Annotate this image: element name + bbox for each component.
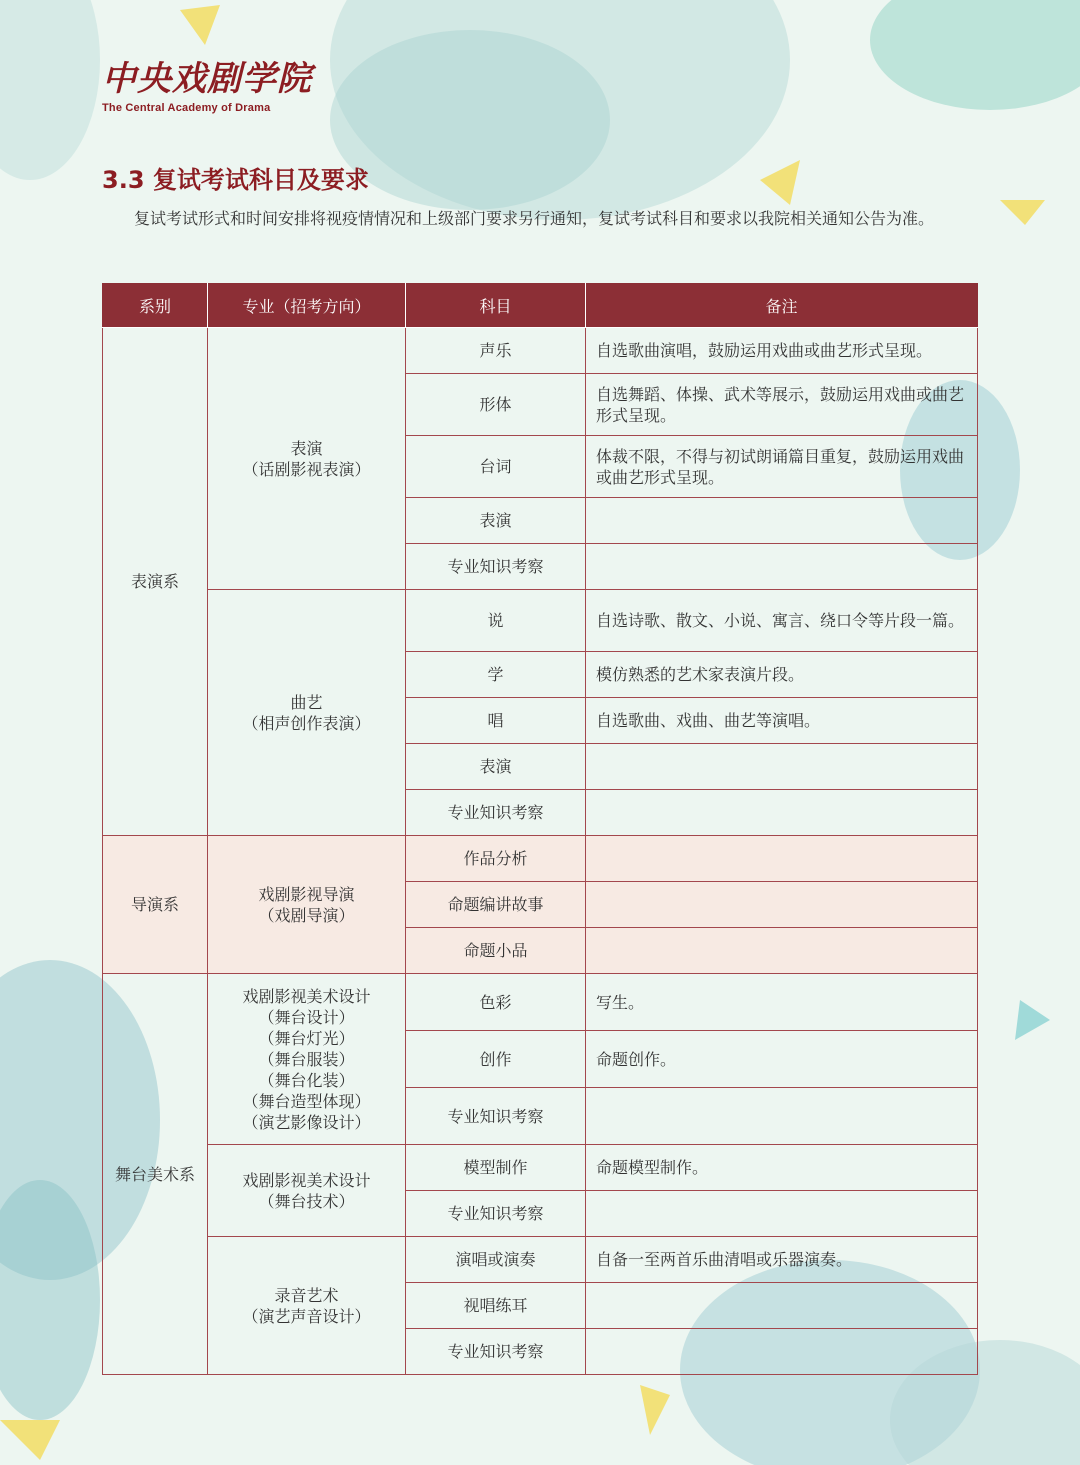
note-cell — [586, 1088, 978, 1145]
subject-cell: 学 — [406, 652, 586, 698]
note-cell: 命题模型制作。 — [586, 1145, 978, 1191]
subject-cell: 表演 — [406, 744, 586, 790]
subject-cell: 作品分析 — [406, 836, 586, 882]
note-cell: 自选歌曲、戏曲、曲艺等演唱。 — [586, 698, 978, 744]
table-row — [103, 1237, 978, 1283]
subject-cell: 专业知识考察 — [406, 544, 586, 590]
note-cell: 体裁不限，不得与初试朗诵篇目重复，鼓励运用戏曲或曲艺形式呈现。 — [586, 436, 978, 498]
subject-cell: 声乐 — [406, 328, 586, 374]
note-cell: 写生。 — [586, 974, 978, 1031]
note-cell — [586, 544, 978, 590]
department-cell: 导演系 — [103, 836, 208, 974]
major-cell: 录音艺术 （演艺声音设计） — [208, 1237, 406, 1375]
department-cell: 舞台美术系 — [103, 974, 208, 1375]
note-cell — [586, 498, 978, 544]
note-cell — [586, 928, 978, 974]
subject-cell: 命题小品 — [406, 928, 586, 974]
subject-cell: 台词 — [406, 436, 586, 498]
major-cell: 戏剧影视美术设计 （舞台设计） （舞台灯光） （舞台服装） （舞台化装） （舞台造型体现） （演艺影像设计） — [208, 974, 406, 1145]
subject-cell: 专业知识考察 — [406, 1088, 586, 1145]
subject-cell: 演唱或演奏 — [406, 1237, 586, 1283]
subject-cell: 视唱练耳 — [406, 1283, 586, 1329]
logo-english: The Central Academy of Drama — [102, 102, 271, 114]
note-cell: 自选歌曲演唱，鼓励运用戏曲或曲艺形式呈现。 — [586, 328, 978, 374]
note-cell: 自备一至两首乐曲清唱或乐器演奏。 — [586, 1237, 978, 1283]
note-cell — [586, 1283, 978, 1329]
header-note: 备注 — [586, 284, 978, 328]
major-cell: 曲艺 （相声创作表演） — [208, 590, 406, 836]
header-department: 系别 — [103, 284, 208, 328]
major-cell: 戏剧影视导演 （戏剧导演） — [208, 836, 406, 974]
table-row — [103, 590, 978, 652]
subject-cell: 色彩 — [406, 974, 586, 1031]
table-row — [103, 1145, 978, 1191]
header-major: 专业（招考方向） — [208, 284, 406, 328]
major-cell: 戏剧影视美术设计 （舞台技术） — [208, 1145, 406, 1237]
subject-cell: 专业知识考察 — [406, 790, 586, 836]
note-cell — [586, 836, 978, 882]
subject-cell: 说 — [406, 590, 586, 652]
note-cell: 自选舞蹈、体操、武术等展示，鼓励运用戏曲或曲艺形式呈现。 — [586, 374, 978, 436]
logo-chinese: 中央戏剧学院 — [102, 59, 312, 99]
major-cell: 表演 （话剧影视表演） — [208, 328, 406, 590]
subject-cell: 命题编讲故事 — [406, 882, 586, 928]
header-subject: 科目 — [406, 284, 586, 328]
section-title: 3.3 复试考试科目及要求 — [102, 166, 369, 194]
table-row — [103, 836, 978, 882]
section-intro: 复试考试形式和时间安排将视疫情情况和上级部门要求另行通知，复试考试科目和要求以我院相关通知公告为准。 — [134, 209, 935, 228]
note-cell — [586, 1329, 978, 1375]
table-row — [103, 974, 978, 1031]
note-cell: 模仿熟悉的艺术家表演片段。 — [586, 652, 978, 698]
subject-cell: 模型制作 — [406, 1145, 586, 1191]
subject-cell: 专业知识考察 — [406, 1191, 586, 1237]
subject-cell: 唱 — [406, 698, 586, 744]
subject-cell: 表演 — [406, 498, 586, 544]
subject-cell: 专业知识考察 — [406, 1329, 586, 1375]
subject-cell: 创作 — [406, 1031, 586, 1088]
academy-logo — [102, 60, 312, 114]
note-cell: 自选诗歌、散文、小说、寓言、绕口令等片段一篇。 — [586, 590, 978, 652]
note-cell: 命题创作。 — [586, 1031, 978, 1088]
table-row — [103, 328, 978, 374]
note-cell — [586, 882, 978, 928]
note-cell — [586, 790, 978, 836]
subject-cell: 形体 — [406, 374, 586, 436]
exam-subjects-table — [102, 283, 978, 1375]
table-header-row — [103, 284, 978, 328]
note-cell — [586, 1191, 978, 1237]
note-cell — [586, 744, 978, 790]
department-cell: 表演系 — [103, 328, 208, 836]
